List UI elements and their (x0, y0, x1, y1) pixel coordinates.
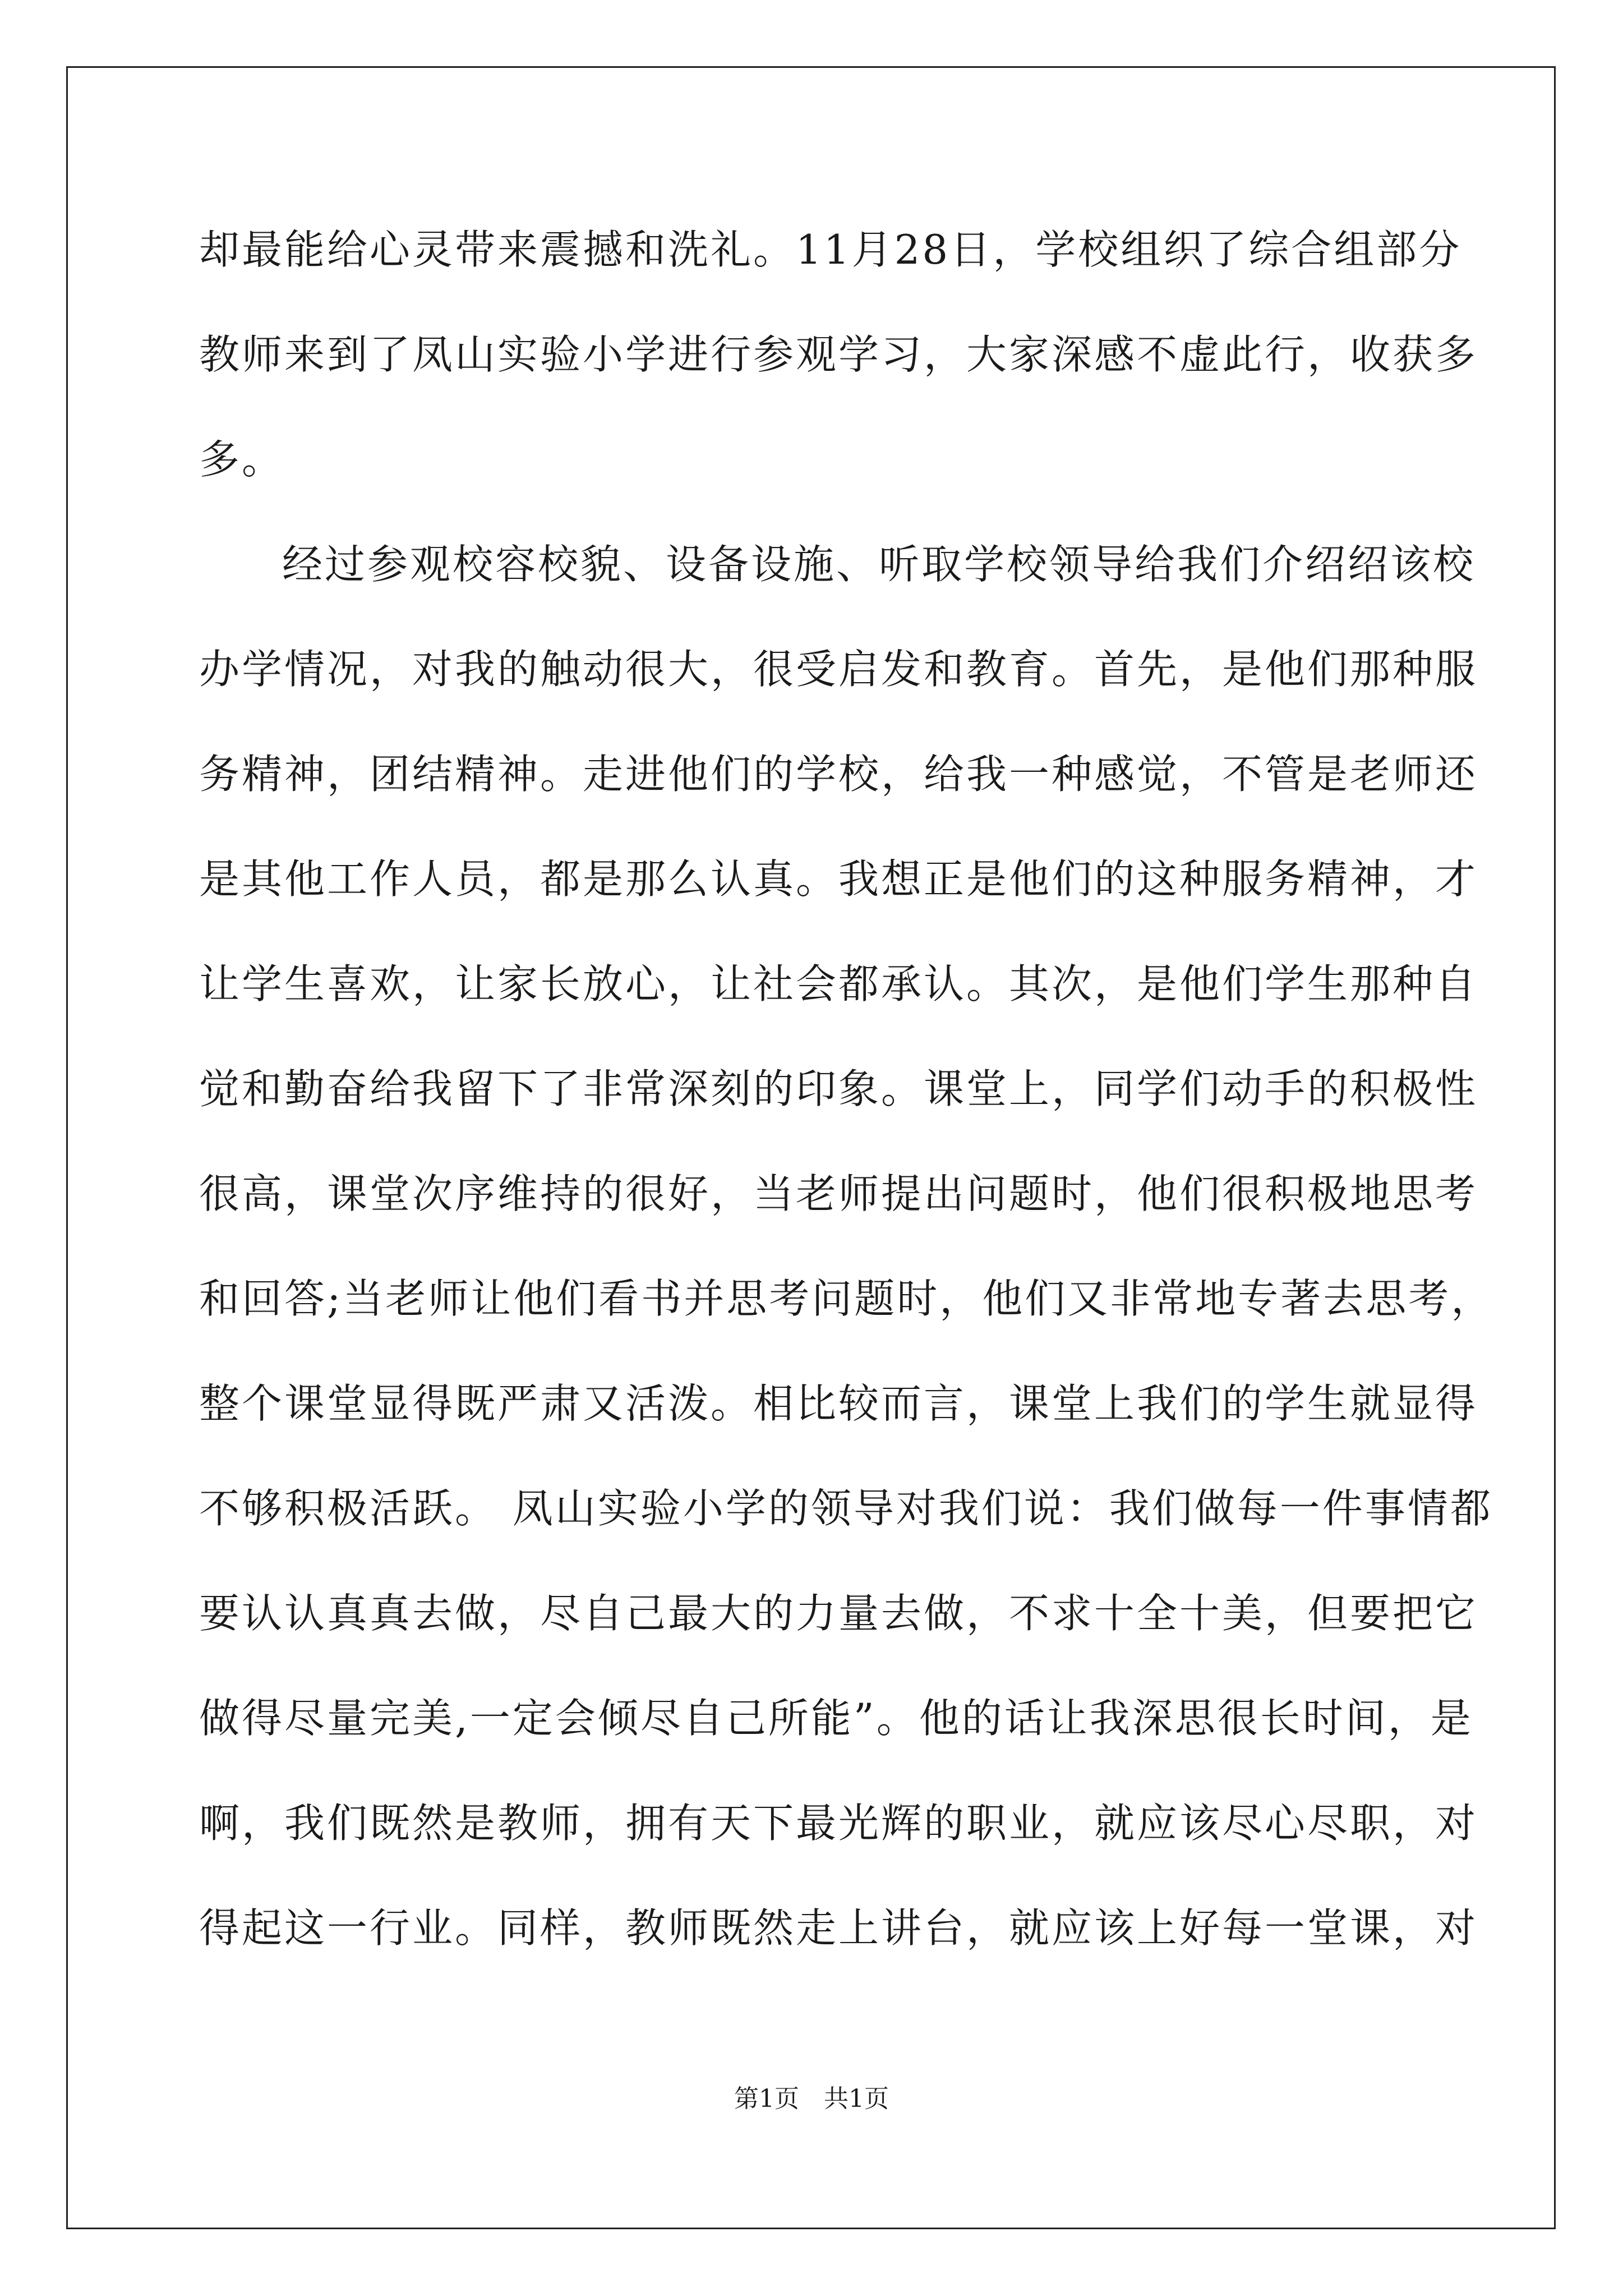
text-line-9: 觉和勤奋给我留下了非常深刻的印象。课堂上，同学们动手的积极性 (199, 1065, 1478, 1112)
text-line-10: 很高，课堂次序维持的很好，当老师提出问题时，他们很积极地思考 (199, 1170, 1478, 1217)
text-line-17: 得起这一行业。同样，教师既然走上讲台，就应该上好每一堂课，对 (199, 1904, 1478, 1952)
text-line-1: 却最能给心灵带来震撼和洗礼。11月28日，学校组织了综合组部分 (199, 226, 1462, 273)
text-line-3: 多。 (199, 436, 285, 483)
text-line-11: 和回答;当老师让他们看书并思考问题时，他们又非常地专著去思考， (199, 1275, 1494, 1322)
text-line-2: 教师来到了凤山实验小学进行参观学习，大家深感不虚此行，收获多 (199, 331, 1478, 378)
text-line-8: 让学生喜欢，让家长放心，让社会都承认。其次，是他们学生那种自 (199, 960, 1478, 1007)
text-line-5: 办学情况，对我的触动很大，很受启发和教育。首先，是他们那种服 (199, 646, 1478, 693)
text-line-15: 做得尽量完美,一定会倾尽自己所能”。他的话让我深思很长时间，是 (199, 1695, 1473, 1742)
document-body (199, 219, 1494, 2002)
text-line-13: 不够积极活跃。 凤山实验小学的领导对我们说：我们做每一件事情都 (199, 1485, 1493, 1532)
text-line-14: 要认认真真去做，尽自己最大的力量去做，不求十全十美，但要把它 (199, 1590, 1478, 1637)
text-line-12: 整个课堂显得既严肃又活泼。相比较而言，课堂上我们的学生就显得 (199, 1380, 1478, 1427)
page-number-footer: 第1页 共1页 (734, 2085, 889, 2113)
text-line-7: 是其他工作人员，都是那么认真。我想正是他们的这种服务精神，才 (199, 855, 1478, 903)
text-line-4: 经过参观校容校貌、设备设施、听取学校领导给我们介绍绍该校 (282, 541, 1476, 588)
text-line-6: 务精神，团结精神。走进他们的学校，给我一种感觉，不管是老师还 (199, 751, 1478, 798)
text-line-16: 啊，我们既然是教师，拥有天下最光辉的职业，就应该尽心尽职，对 (199, 1800, 1478, 1847)
